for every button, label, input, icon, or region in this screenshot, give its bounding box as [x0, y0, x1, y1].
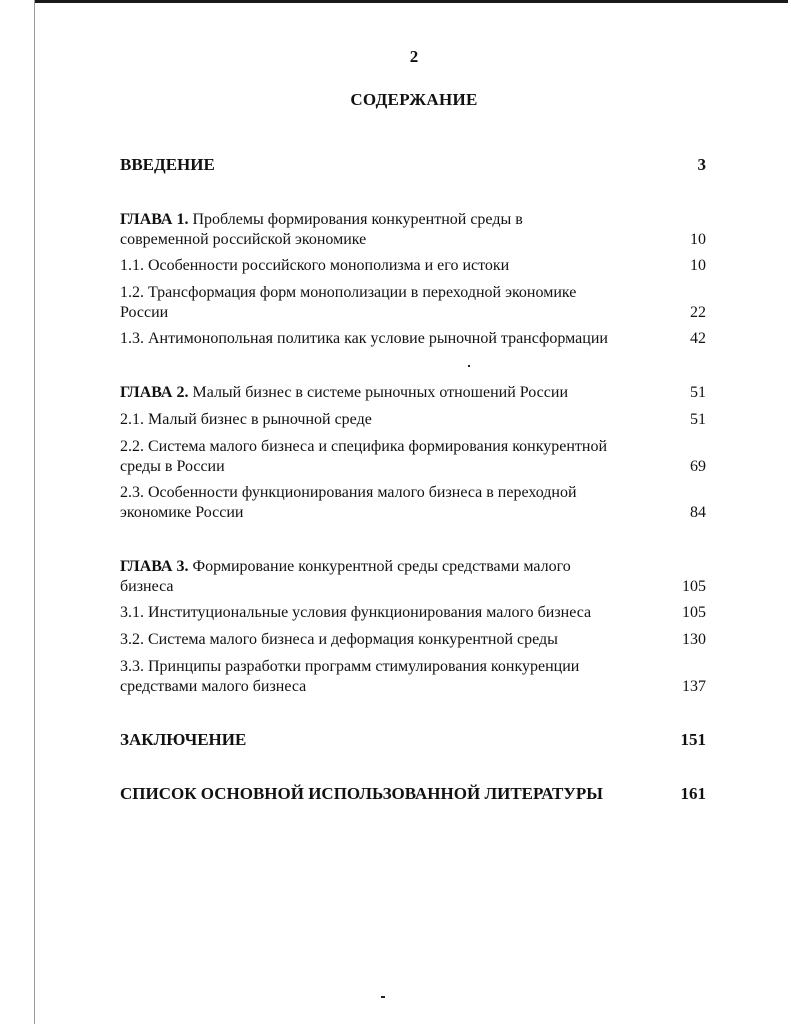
section-title-line1: 1.2. Трансформация форм монополизации в переходной экономике [120, 284, 577, 301]
section-title: 3.2. Система малого бизнеса и деформация конкурентной среды [120, 631, 558, 648]
chapter-title-line1: Формирование конкурентной среды средствами малого [192, 558, 571, 575]
toc-entry-page: 69 [690, 458, 706, 475]
scan-speck [381, 996, 385, 998]
section-title: 1.3. Антимонопольная политика как условие рыночной трансформации [120, 330, 608, 347]
toc-entry-conclusion [120, 730, 710, 750]
section-title-line2: средствами малого бизнеса [120, 678, 307, 695]
toc-section-1-1 [120, 256, 710, 276]
toc-section-3-1 [120, 603, 710, 623]
section-title-line2: России [120, 304, 169, 321]
chapter-title-line2: современной российской экономике [120, 231, 367, 248]
toc-entry-page: 105 [682, 604, 706, 621]
toc-chapter-3 [120, 557, 710, 597]
toc-entry-page: 161 [680, 784, 706, 803]
toc-section-3-3 [120, 657, 710, 697]
section-title-line2: экономике России [120, 504, 244, 521]
section-title: 2.1. Малый бизнес в рыночной среде [120, 411, 372, 428]
chapter-label: ГЛАВА 1. [120, 211, 189, 228]
toc-entry-introduction [120, 155, 710, 175]
chapter-title-line2: бизнеса [120, 578, 174, 595]
chapter-label: ГЛАВА 2. [120, 384, 189, 401]
toc-section-3-2 [120, 630, 710, 650]
toc-entry-text: ЗАКЛЮЧЕНИЕ [120, 730, 247, 749]
page-title: СОДЕРЖАНИЕ [350, 90, 478, 109]
toc-entry-page: 10 [690, 257, 706, 274]
toc-section-1-2 [120, 283, 710, 323]
toc-entry-text: ВВЕДЕНИЕ [120, 155, 215, 174]
toc-entry-page: 84 [690, 504, 706, 521]
toc-entry-page: 51 [690, 411, 706, 428]
toc-entry-page: 42 [690, 330, 706, 347]
section-title-line2: среды в России [120, 458, 225, 475]
toc-chapter-1 [120, 210, 710, 250]
chapter-label: ГЛАВА 3. [120, 558, 189, 575]
toc-entry-page: 3 [697, 155, 706, 174]
toc-chapter-2 [120, 383, 710, 403]
chapter-title-line1: Проблемы формирования конкурентной среды в [192, 211, 523, 228]
toc-entry-page: 105 [682, 578, 706, 595]
scan-top-border [34, 0, 788, 3]
toc-entry-page: 151 [680, 730, 706, 749]
toc-entry-bibliography [120, 784, 710, 804]
section-title-line1: 3.3. Принципы разработки программ стимулирования конкуренции [120, 658, 580, 675]
toc-entry-page: 22 [690, 304, 706, 321]
scan-speck [468, 365, 470, 367]
section-title-line1: 2.2. Система малого бизнеса и специфика формирования конкурентной [120, 438, 608, 455]
toc-section-2-2 [120, 437, 710, 477]
toc-section-2-3 [120, 483, 710, 523]
toc-entry-page: 10 [690, 231, 706, 248]
toc-entry-page: 51 [690, 384, 706, 401]
scan-left-border [34, 0, 35, 1024]
toc-section-1-3 [120, 329, 710, 349]
page-number: 2 [409, 47, 419, 66]
toc-entry-text: СПИСОК ОСНОВНОЙ ИСПОЛЬЗОВАННОЙ ЛИТЕРАТУРЫ [120, 784, 603, 803]
toc-entry-page: 130 [682, 631, 706, 648]
toc-section-2-1 [120, 410, 710, 430]
section-title: 3.1. Институциональные условия функционирования малого бизнеса [120, 604, 592, 621]
section-title: 1.1. Особенности российского монополизма и его истоки [120, 257, 510, 274]
toc-entry-page: 137 [682, 678, 706, 695]
chapter-title-line1: Малый бизнес в системе рыночных отношений России [192, 384, 568, 401]
section-title-line1: 2.3. Особенности функционирования малого бизнеса в переходной [120, 484, 577, 501]
